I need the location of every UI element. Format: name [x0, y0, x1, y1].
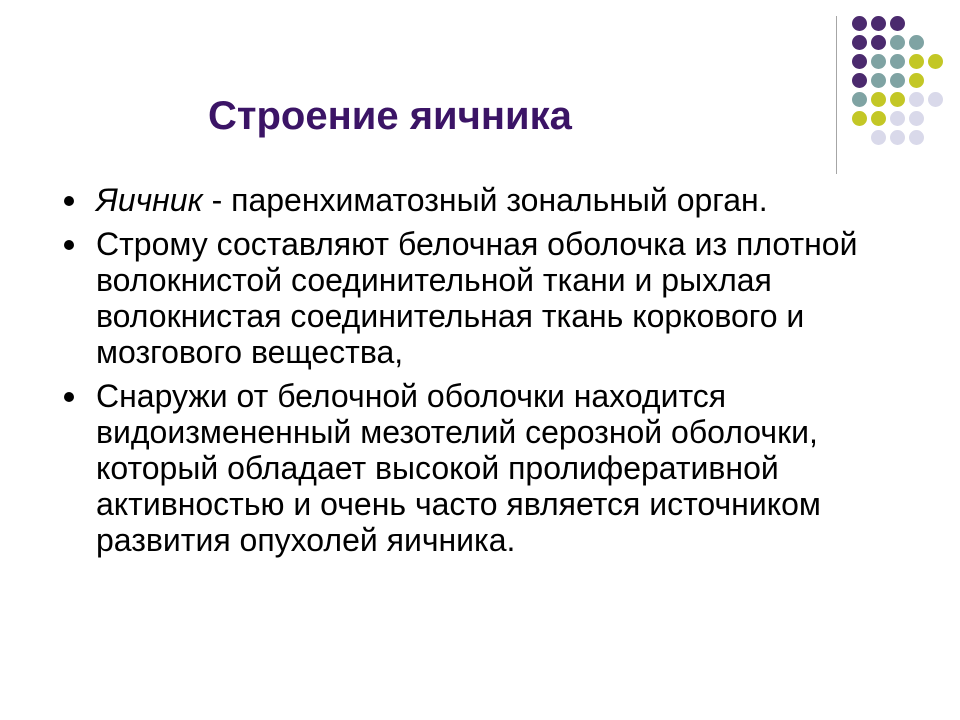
bullet-term: Яичник	[96, 182, 203, 218]
bullet-dot-icon	[64, 196, 74, 206]
decorative-dot	[852, 73, 867, 88]
decorative-dot	[890, 111, 905, 126]
decorative-dot	[852, 54, 867, 69]
decorative-dot	[909, 92, 924, 107]
decorative-dot-grid	[0, 0, 960, 180]
decorative-dot	[871, 92, 886, 107]
decorative-dot	[852, 111, 867, 126]
vertical-divider	[836, 16, 837, 174]
decorative-dot	[909, 35, 924, 50]
slide-title: Строение яичника	[208, 94, 572, 138]
bullet-dot-icon	[64, 392, 74, 402]
bullet-list	[60, 182, 920, 566]
decorative-dot	[890, 35, 905, 50]
bullet-text: Снаружи от белочной оболочки находится видоизмененный мезотелий серозной оболочки, который обладает высокой пролиферативной активностью и очень часто является источником развития опухолей яичника.	[96, 378, 821, 558]
decorative-dot	[871, 16, 886, 31]
bullet-text: - паренхиматозный зональный орган.	[202, 182, 768, 218]
decorative-dot	[909, 111, 924, 126]
decorative-dot	[909, 73, 924, 88]
decorative-dot	[871, 35, 886, 50]
bullet-text: Строму составляют белочная оболочка из плотной волокнистой соединительной ткани и рыхлая волокнистая соединительная ткань коркового и мозгового вещества,	[96, 226, 858, 370]
decorative-dot	[852, 16, 867, 31]
decorative-dot	[890, 92, 905, 107]
decorative-dot	[852, 35, 867, 50]
decorative-dot	[871, 130, 886, 145]
bullet-dot-icon	[64, 240, 74, 250]
decorative-dot	[871, 73, 886, 88]
decorative-dot	[890, 16, 905, 31]
decorative-dot	[909, 130, 924, 145]
decorative-dot	[890, 73, 905, 88]
decorative-dot	[909, 54, 924, 69]
decorative-dot	[871, 111, 886, 126]
bullet-item-mesothelium	[60, 378, 920, 558]
decorative-dot	[852, 92, 867, 107]
decorative-dot	[890, 54, 905, 69]
decorative-dot	[928, 92, 943, 107]
bullet-item-ovary	[60, 182, 920, 218]
decorative-dot	[890, 130, 905, 145]
decorative-dot	[871, 54, 886, 69]
decorative-dot	[928, 54, 943, 69]
bullet-item-stroma	[60, 226, 920, 370]
